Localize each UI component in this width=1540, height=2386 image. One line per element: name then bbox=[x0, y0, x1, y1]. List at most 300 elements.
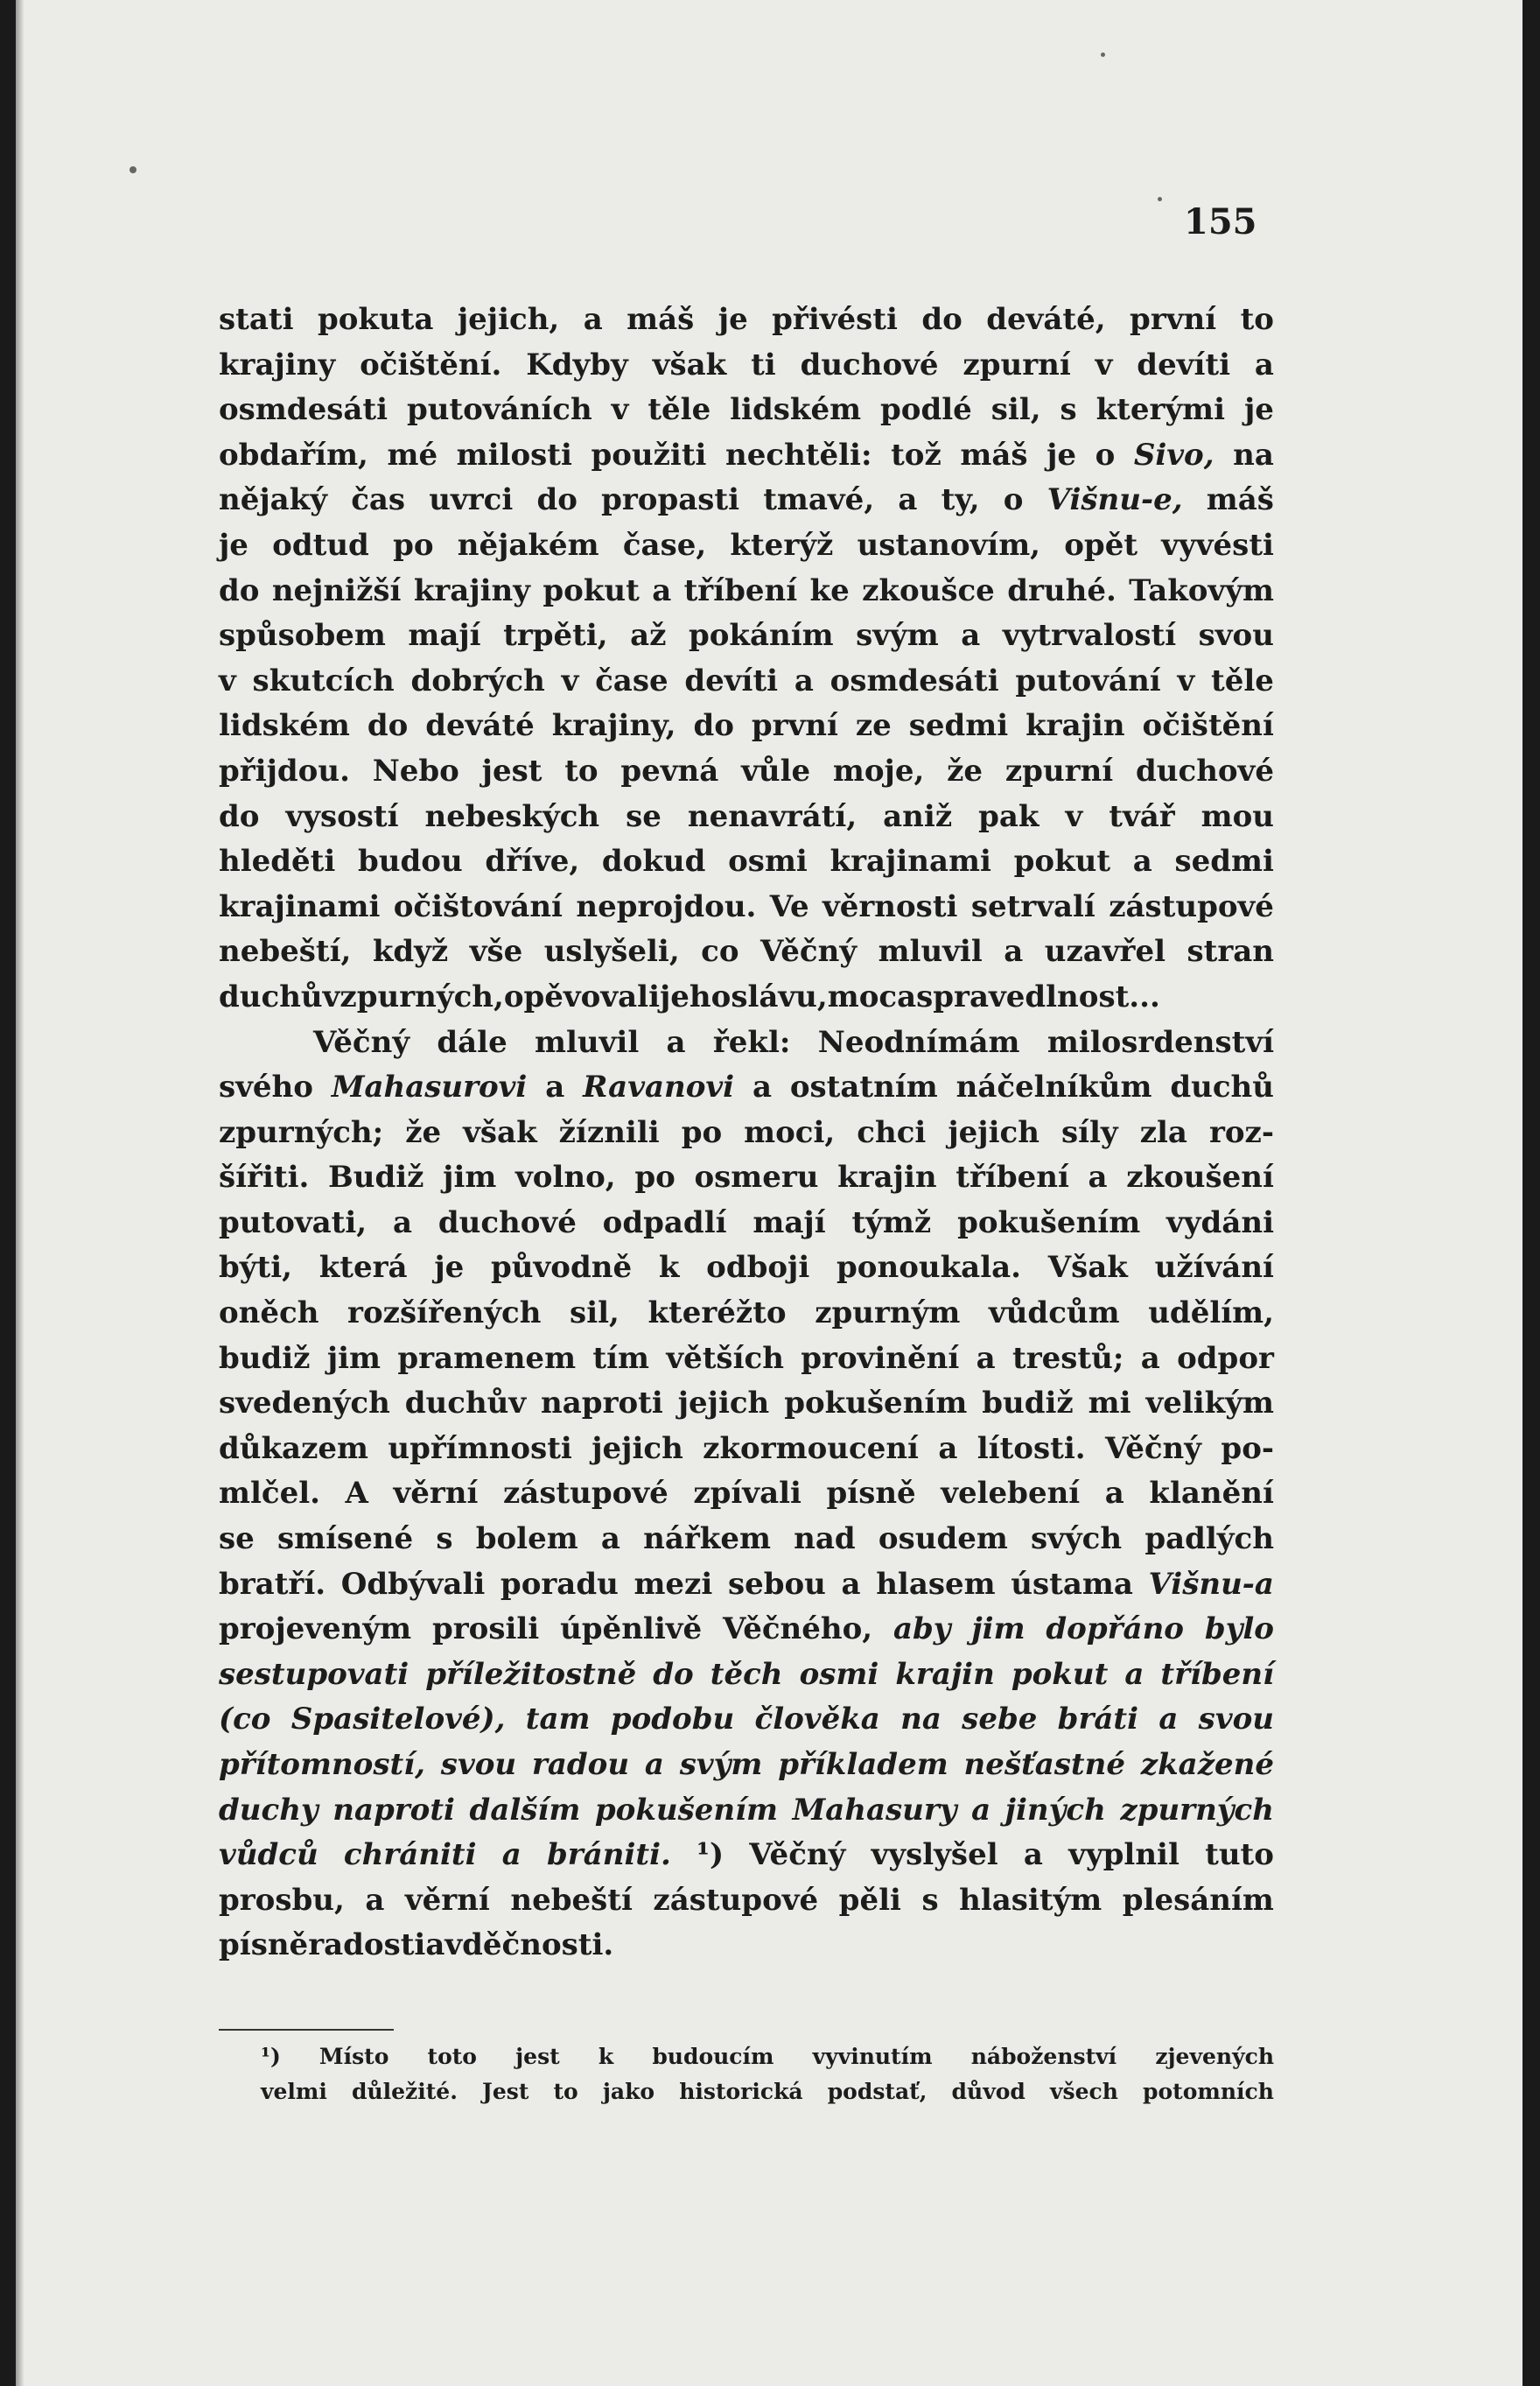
word: lidském bbox=[730, 392, 862, 428]
word: druhé. bbox=[1007, 572, 1116, 608]
word: smísené bbox=[276, 1521, 414, 1557]
word: skutcích bbox=[252, 663, 395, 698]
word: pokut bbox=[1011, 1656, 1109, 1692]
word: pokušením bbox=[594, 1792, 778, 1828]
word: co bbox=[701, 934, 739, 970]
word: zpívali bbox=[693, 1476, 802, 1512]
word: je bbox=[1243, 392, 1274, 428]
word: čase, bbox=[622, 527, 707, 563]
word: vyvinutím bbox=[812, 2044, 933, 2069]
word: v bbox=[561, 663, 579, 698]
word: v bbox=[219, 663, 236, 698]
text-line bbox=[219, 1065, 1274, 1111]
print-speck bbox=[1158, 197, 1162, 201]
word: kterými bbox=[1096, 392, 1226, 428]
word: týmž bbox=[851, 1204, 932, 1240]
word: Ve bbox=[769, 888, 809, 924]
word: podobu bbox=[610, 1702, 735, 1737]
word: sil, bbox=[990, 392, 1041, 428]
word: uslyšeli, bbox=[543, 934, 680, 970]
word: první bbox=[1130, 302, 1217, 337]
word: brániti. bbox=[547, 1837, 671, 1873]
word: Kdyby bbox=[526, 347, 628, 382]
text-line bbox=[219, 839, 1274, 885]
word: zpurným bbox=[815, 1295, 961, 1331]
text-line bbox=[219, 1291, 1274, 1337]
text-line bbox=[219, 885, 1274, 930]
word: tam bbox=[525, 1702, 591, 1737]
word: s bbox=[921, 1882, 939, 1918]
word: o bbox=[1095, 437, 1116, 473]
word: s bbox=[436, 1521, 453, 1557]
word: velmi bbox=[261, 2079, 327, 2104]
word: po bbox=[681, 1114, 723, 1150]
word: a bbox=[1004, 934, 1024, 970]
word: udělím, bbox=[1148, 1295, 1274, 1331]
word: Věčného, bbox=[722, 1611, 873, 1647]
word: lidském bbox=[219, 708, 350, 744]
word: budiž bbox=[219, 1340, 311, 1376]
text-line bbox=[219, 1833, 1274, 1878]
word: A bbox=[345, 1476, 368, 1512]
word: Budiž bbox=[328, 1160, 424, 1196]
word: dopřáno bbox=[1046, 1611, 1184, 1647]
word: všech bbox=[1049, 2079, 1118, 2104]
text-line bbox=[219, 795, 1274, 840]
word: krajin bbox=[837, 1160, 937, 1196]
word: Mahasury bbox=[792, 1792, 957, 1828]
word: nechtěli: bbox=[725, 437, 872, 473]
word: Višnu-e, bbox=[1046, 482, 1183, 518]
word: rozšířených bbox=[347, 1295, 542, 1331]
word: Odbývali bbox=[340, 1566, 486, 1602]
text-line bbox=[219, 298, 1274, 343]
word: zástupové bbox=[653, 1882, 819, 1918]
word: volno, bbox=[515, 1160, 616, 1196]
word: klanění bbox=[1149, 1476, 1274, 1512]
word: máš bbox=[1206, 482, 1274, 518]
word: zpurných bbox=[1120, 1792, 1274, 1828]
word: vyslyšel bbox=[871, 1837, 998, 1873]
word: a bbox=[794, 663, 814, 698]
word: použiti bbox=[591, 437, 707, 473]
word: a bbox=[841, 1566, 861, 1602]
word: a bbox=[600, 1521, 620, 1557]
word: původně bbox=[491, 1250, 633, 1286]
text-line bbox=[219, 1427, 1274, 1472]
word: osmi bbox=[728, 844, 808, 880]
text-line bbox=[219, 523, 1274, 569]
word: Takovým bbox=[1129, 572, 1274, 608]
word: sestupovati bbox=[219, 1656, 410, 1692]
word: toto bbox=[427, 2044, 477, 2069]
word: pěli bbox=[838, 1882, 901, 1918]
word: roz- bbox=[1208, 1114, 1274, 1150]
word: užívání bbox=[1154, 1250, 1274, 1286]
word: a bbox=[666, 1024, 686, 1060]
word: duchové bbox=[438, 1204, 577, 1240]
word: zkormoucení bbox=[703, 1430, 919, 1466]
word: zpurných, bbox=[340, 979, 504, 1014]
text-line bbox=[219, 1471, 1274, 1517]
word: do bbox=[693, 708, 734, 744]
word: Věčný bbox=[749, 1837, 846, 1873]
word: tvář bbox=[1109, 798, 1175, 834]
text-line bbox=[219, 1878, 1274, 1924]
text-line bbox=[219, 569, 1274, 614]
word: ¹) bbox=[261, 2044, 281, 2069]
word: se bbox=[626, 798, 662, 834]
word: lítosti. bbox=[976, 1430, 1086, 1466]
word: plesáním bbox=[1122, 1882, 1274, 1918]
word: vůle bbox=[741, 753, 811, 789]
word: o bbox=[1003, 482, 1024, 518]
word: tříbení bbox=[683, 572, 798, 608]
word: vůdců bbox=[219, 1837, 318, 1873]
word: oněch bbox=[219, 1295, 319, 1331]
word: krajiny, bbox=[551, 708, 676, 744]
word: a bbox=[971, 1792, 991, 1828]
word: provinění bbox=[801, 1340, 960, 1376]
word: aniž bbox=[883, 798, 953, 834]
word: s bbox=[1060, 392, 1077, 428]
word: spůsobem bbox=[219, 618, 386, 654]
text-line bbox=[219, 1697, 1274, 1743]
word: bolem bbox=[475, 1521, 578, 1557]
word: prosili bbox=[431, 1611, 540, 1647]
word: dalším bbox=[469, 1792, 581, 1828]
word: až bbox=[630, 618, 667, 654]
word: zpurných; bbox=[219, 1114, 384, 1150]
word: mlčel. bbox=[219, 1476, 320, 1512]
word: a bbox=[752, 1070, 772, 1105]
text-line bbox=[219, 704, 1274, 749]
word: a bbox=[1104, 1476, 1124, 1512]
word: Neodnímám bbox=[817, 1024, 1020, 1060]
word: osudem bbox=[878, 1521, 1008, 1557]
word: mají bbox=[408, 618, 481, 654]
word: mluvil bbox=[878, 934, 983, 970]
word: vytrvalostí bbox=[1002, 618, 1177, 654]
word: svou bbox=[440, 1747, 517, 1782]
word: nářkem bbox=[643, 1521, 771, 1557]
word: očištění. bbox=[360, 347, 502, 382]
word: nebeští bbox=[510, 1882, 633, 1918]
word: radosti bbox=[308, 1927, 426, 1963]
word: neprojdou. bbox=[576, 888, 757, 924]
word: do bbox=[921, 302, 962, 337]
word: v bbox=[611, 392, 629, 428]
word: přivésti bbox=[772, 302, 898, 337]
word: opět bbox=[1064, 527, 1138, 563]
word: to bbox=[564, 753, 598, 789]
word: historická bbox=[679, 2079, 803, 2104]
page-number: 155 bbox=[1184, 201, 1257, 242]
word: nebeských bbox=[424, 798, 600, 834]
word: prosbu, bbox=[219, 1882, 345, 1918]
word: jim bbox=[971, 1611, 1026, 1647]
word: očištování bbox=[393, 888, 563, 924]
text-line bbox=[219, 1923, 1274, 1968]
word: odpor bbox=[1177, 1340, 1274, 1376]
word: síly bbox=[1060, 1114, 1118, 1150]
word: krajiny bbox=[413, 572, 531, 608]
word: svým bbox=[856, 618, 939, 654]
word: a bbox=[1132, 844, 1152, 880]
word: do bbox=[536, 482, 578, 518]
word: duchy bbox=[219, 1792, 318, 1828]
text-line bbox=[219, 1111, 1274, 1156]
word: duchův bbox=[219, 979, 340, 1014]
word: po- bbox=[1221, 1430, 1274, 1466]
word: krajiny bbox=[219, 347, 336, 382]
word: nešťastné bbox=[963, 1747, 1125, 1782]
word: ti bbox=[751, 347, 776, 382]
word: dříve, bbox=[485, 844, 580, 880]
word: po bbox=[634, 1160, 676, 1196]
word: pokáním bbox=[688, 618, 834, 654]
word: a bbox=[583, 302, 603, 337]
word: náčelníkům bbox=[956, 1070, 1152, 1105]
word: že bbox=[405, 1114, 442, 1150]
word: důkazem bbox=[219, 1430, 368, 1466]
word: tmavé, bbox=[763, 482, 875, 518]
text-line bbox=[219, 1562, 1274, 1608]
word: jim bbox=[443, 1160, 497, 1196]
word: aby bbox=[892, 1611, 951, 1647]
word: ty, bbox=[941, 482, 980, 518]
word: mi bbox=[1088, 1386, 1131, 1421]
word: krajinami bbox=[219, 888, 381, 924]
word: deváté bbox=[425, 708, 535, 744]
word: nebeští, bbox=[219, 934, 352, 970]
word: osmi bbox=[799, 1656, 879, 1692]
word: do bbox=[219, 798, 260, 834]
word: šířiti. bbox=[219, 1160, 310, 1196]
word: tříbení bbox=[1160, 1656, 1274, 1692]
word: svým bbox=[679, 1747, 763, 1782]
word: dobrých bbox=[410, 663, 545, 698]
word: náboženství bbox=[970, 2044, 1117, 2069]
text-line bbox=[219, 1337, 1274, 1382]
word: sedmi bbox=[1174, 844, 1274, 880]
word: slávu, bbox=[731, 979, 828, 1014]
word: putováních bbox=[406, 392, 592, 428]
word: moci, bbox=[744, 1114, 836, 1150]
word: Jest bbox=[482, 2079, 529, 2104]
word: odtud bbox=[272, 527, 369, 563]
text-line bbox=[219, 478, 1274, 523]
word: věrní bbox=[393, 1476, 479, 1512]
word: ke bbox=[809, 572, 850, 608]
word: jejich bbox=[592, 1430, 683, 1466]
word: písně bbox=[219, 1927, 309, 1963]
word: tím bbox=[592, 1340, 649, 1376]
word: zkoušení bbox=[1126, 1160, 1274, 1196]
word: k bbox=[598, 2044, 614, 2069]
word: důvod bbox=[951, 2079, 1026, 2104]
word: odpadlí bbox=[602, 1204, 727, 1240]
text-line bbox=[219, 659, 1274, 705]
word: svého bbox=[219, 1070, 313, 1105]
word: a bbox=[425, 1927, 445, 1963]
word: setrvalí bbox=[970, 888, 1096, 924]
word: velebení bbox=[941, 1476, 1081, 1512]
word: mezi bbox=[634, 1566, 713, 1602]
word: a bbox=[898, 482, 918, 518]
word: svou bbox=[1198, 618, 1274, 654]
word: osmdesáti bbox=[830, 663, 999, 698]
word: duchové bbox=[1136, 753, 1274, 789]
word: se bbox=[219, 1521, 255, 1557]
word: osmdesáti bbox=[219, 392, 388, 428]
word: duchův bbox=[404, 1386, 527, 1421]
text-line bbox=[219, 343, 1274, 389]
word: máš bbox=[960, 437, 1028, 473]
word: písně bbox=[826, 1476, 916, 1512]
word: Věčný bbox=[760, 934, 858, 970]
word: krajinami bbox=[830, 844, 991, 880]
word: příkladem bbox=[778, 1747, 948, 1782]
text-line bbox=[219, 1788, 1274, 1834]
word: pokut bbox=[1013, 844, 1111, 880]
word: krajin bbox=[1026, 708, 1125, 744]
word: naproti bbox=[541, 1386, 663, 1421]
text-line bbox=[219, 1607, 1274, 1653]
word: odboji bbox=[706, 1250, 810, 1286]
word: důležité. bbox=[352, 2079, 458, 2104]
word: jejich, bbox=[457, 302, 560, 337]
page-edge-shadow bbox=[16, 0, 24, 2386]
word: duchů bbox=[1170, 1070, 1274, 1105]
text-line bbox=[219, 975, 1274, 1021]
word: propasti bbox=[601, 482, 740, 518]
word: že bbox=[947, 753, 984, 789]
word: chrániti bbox=[343, 1837, 477, 1873]
word: padlých bbox=[1144, 1521, 1274, 1557]
word: trestů; bbox=[1012, 1340, 1124, 1376]
word: v bbox=[1095, 347, 1113, 382]
word: kteréžto bbox=[648, 1295, 787, 1331]
word: a bbox=[545, 1070, 565, 1105]
word: zkažené bbox=[1140, 1747, 1274, 1782]
word: tříbení bbox=[956, 1160, 1069, 1196]
word: sil, bbox=[570, 1295, 620, 1331]
text-line bbox=[219, 1653, 1274, 1698]
word: jejich bbox=[677, 1386, 770, 1421]
word: a bbox=[392, 1204, 412, 1240]
word: nějaký bbox=[219, 482, 327, 518]
word: sedmi bbox=[908, 708, 1009, 744]
word: těle bbox=[1211, 663, 1274, 698]
word: a bbox=[644, 1747, 664, 1782]
word: a bbox=[961, 618, 981, 654]
word: budiž bbox=[982, 1386, 1074, 1421]
word: nejnižší bbox=[271, 572, 402, 608]
word: a bbox=[1023, 1837, 1043, 1873]
word: (co bbox=[219, 1702, 271, 1737]
word: která bbox=[318, 1250, 408, 1286]
word: hlasem bbox=[876, 1566, 996, 1602]
word: jim bbox=[326, 1340, 382, 1376]
word: po bbox=[393, 527, 434, 563]
word: je bbox=[434, 1250, 465, 1286]
word: zla bbox=[1139, 1114, 1187, 1150]
word: putovati, bbox=[219, 1204, 368, 1240]
word: projeveným bbox=[219, 1611, 412, 1647]
word: obdařím, bbox=[219, 437, 368, 473]
word: když bbox=[372, 934, 449, 970]
word: příležitostně bbox=[425, 1656, 637, 1692]
word: vše bbox=[469, 934, 523, 970]
word: máš bbox=[626, 302, 695, 337]
word: jest bbox=[481, 753, 542, 789]
word: hleděti bbox=[219, 844, 336, 880]
text-line bbox=[219, 388, 1274, 433]
word: dále bbox=[437, 1024, 508, 1060]
word: nad bbox=[794, 1521, 856, 1557]
word: a bbox=[1140, 1340, 1160, 1376]
word: a bbox=[976, 1340, 996, 1376]
text-line bbox=[219, 1021, 1274, 1066]
word: ústama bbox=[1011, 1566, 1133, 1602]
word: Místo bbox=[318, 2044, 389, 2069]
word: jako bbox=[602, 2079, 655, 2104]
word: potomních bbox=[1143, 2079, 1274, 2104]
word: uzavřel bbox=[1044, 934, 1166, 970]
word: to bbox=[1240, 302, 1274, 337]
word: zástupové bbox=[503, 1476, 668, 1512]
word: čas bbox=[351, 482, 406, 518]
word: bratří. bbox=[219, 1566, 326, 1602]
word: vůdcům bbox=[988, 1295, 1120, 1331]
word: přítomností, bbox=[219, 1747, 425, 1782]
word: Však bbox=[1047, 1250, 1128, 1286]
text-line bbox=[219, 749, 1274, 795]
word: sebe bbox=[962, 1702, 1038, 1737]
word: vyvésti bbox=[1161, 527, 1274, 563]
word: mé bbox=[387, 437, 438, 473]
word: však bbox=[463, 1114, 537, 1150]
word: býti, bbox=[219, 1250, 292, 1286]
word: vyplnil bbox=[1068, 1837, 1180, 1873]
word: upřímnosti bbox=[388, 1430, 572, 1466]
word: a bbox=[1158, 1702, 1179, 1737]
word: vydáni bbox=[1166, 1204, 1274, 1240]
word: a bbox=[1124, 1656, 1144, 1692]
word: vysostí bbox=[285, 798, 399, 834]
word: tuto bbox=[1205, 1837, 1274, 1873]
word: devíti bbox=[684, 663, 779, 698]
word: a bbox=[501, 1837, 522, 1873]
word: a bbox=[897, 979, 917, 1014]
word: ustanovím, bbox=[857, 527, 1041, 563]
word: nějakém bbox=[457, 527, 599, 563]
word: do bbox=[653, 1656, 694, 1692]
word: v bbox=[1065, 798, 1083, 834]
word: budoucím bbox=[652, 2044, 774, 2069]
word: svou bbox=[1198, 1702, 1274, 1737]
word: ponoukala. bbox=[836, 1250, 1021, 1286]
word: bylo bbox=[1204, 1611, 1274, 1647]
word: vděčnosti. bbox=[444, 1927, 614, 1963]
word: Ravanovi bbox=[583, 1070, 735, 1105]
footnote-rule bbox=[219, 2029, 394, 2031]
word: a bbox=[1254, 347, 1274, 382]
word: poradu bbox=[500, 1566, 619, 1602]
word: je bbox=[219, 527, 248, 563]
word: svých bbox=[1031, 1521, 1123, 1557]
